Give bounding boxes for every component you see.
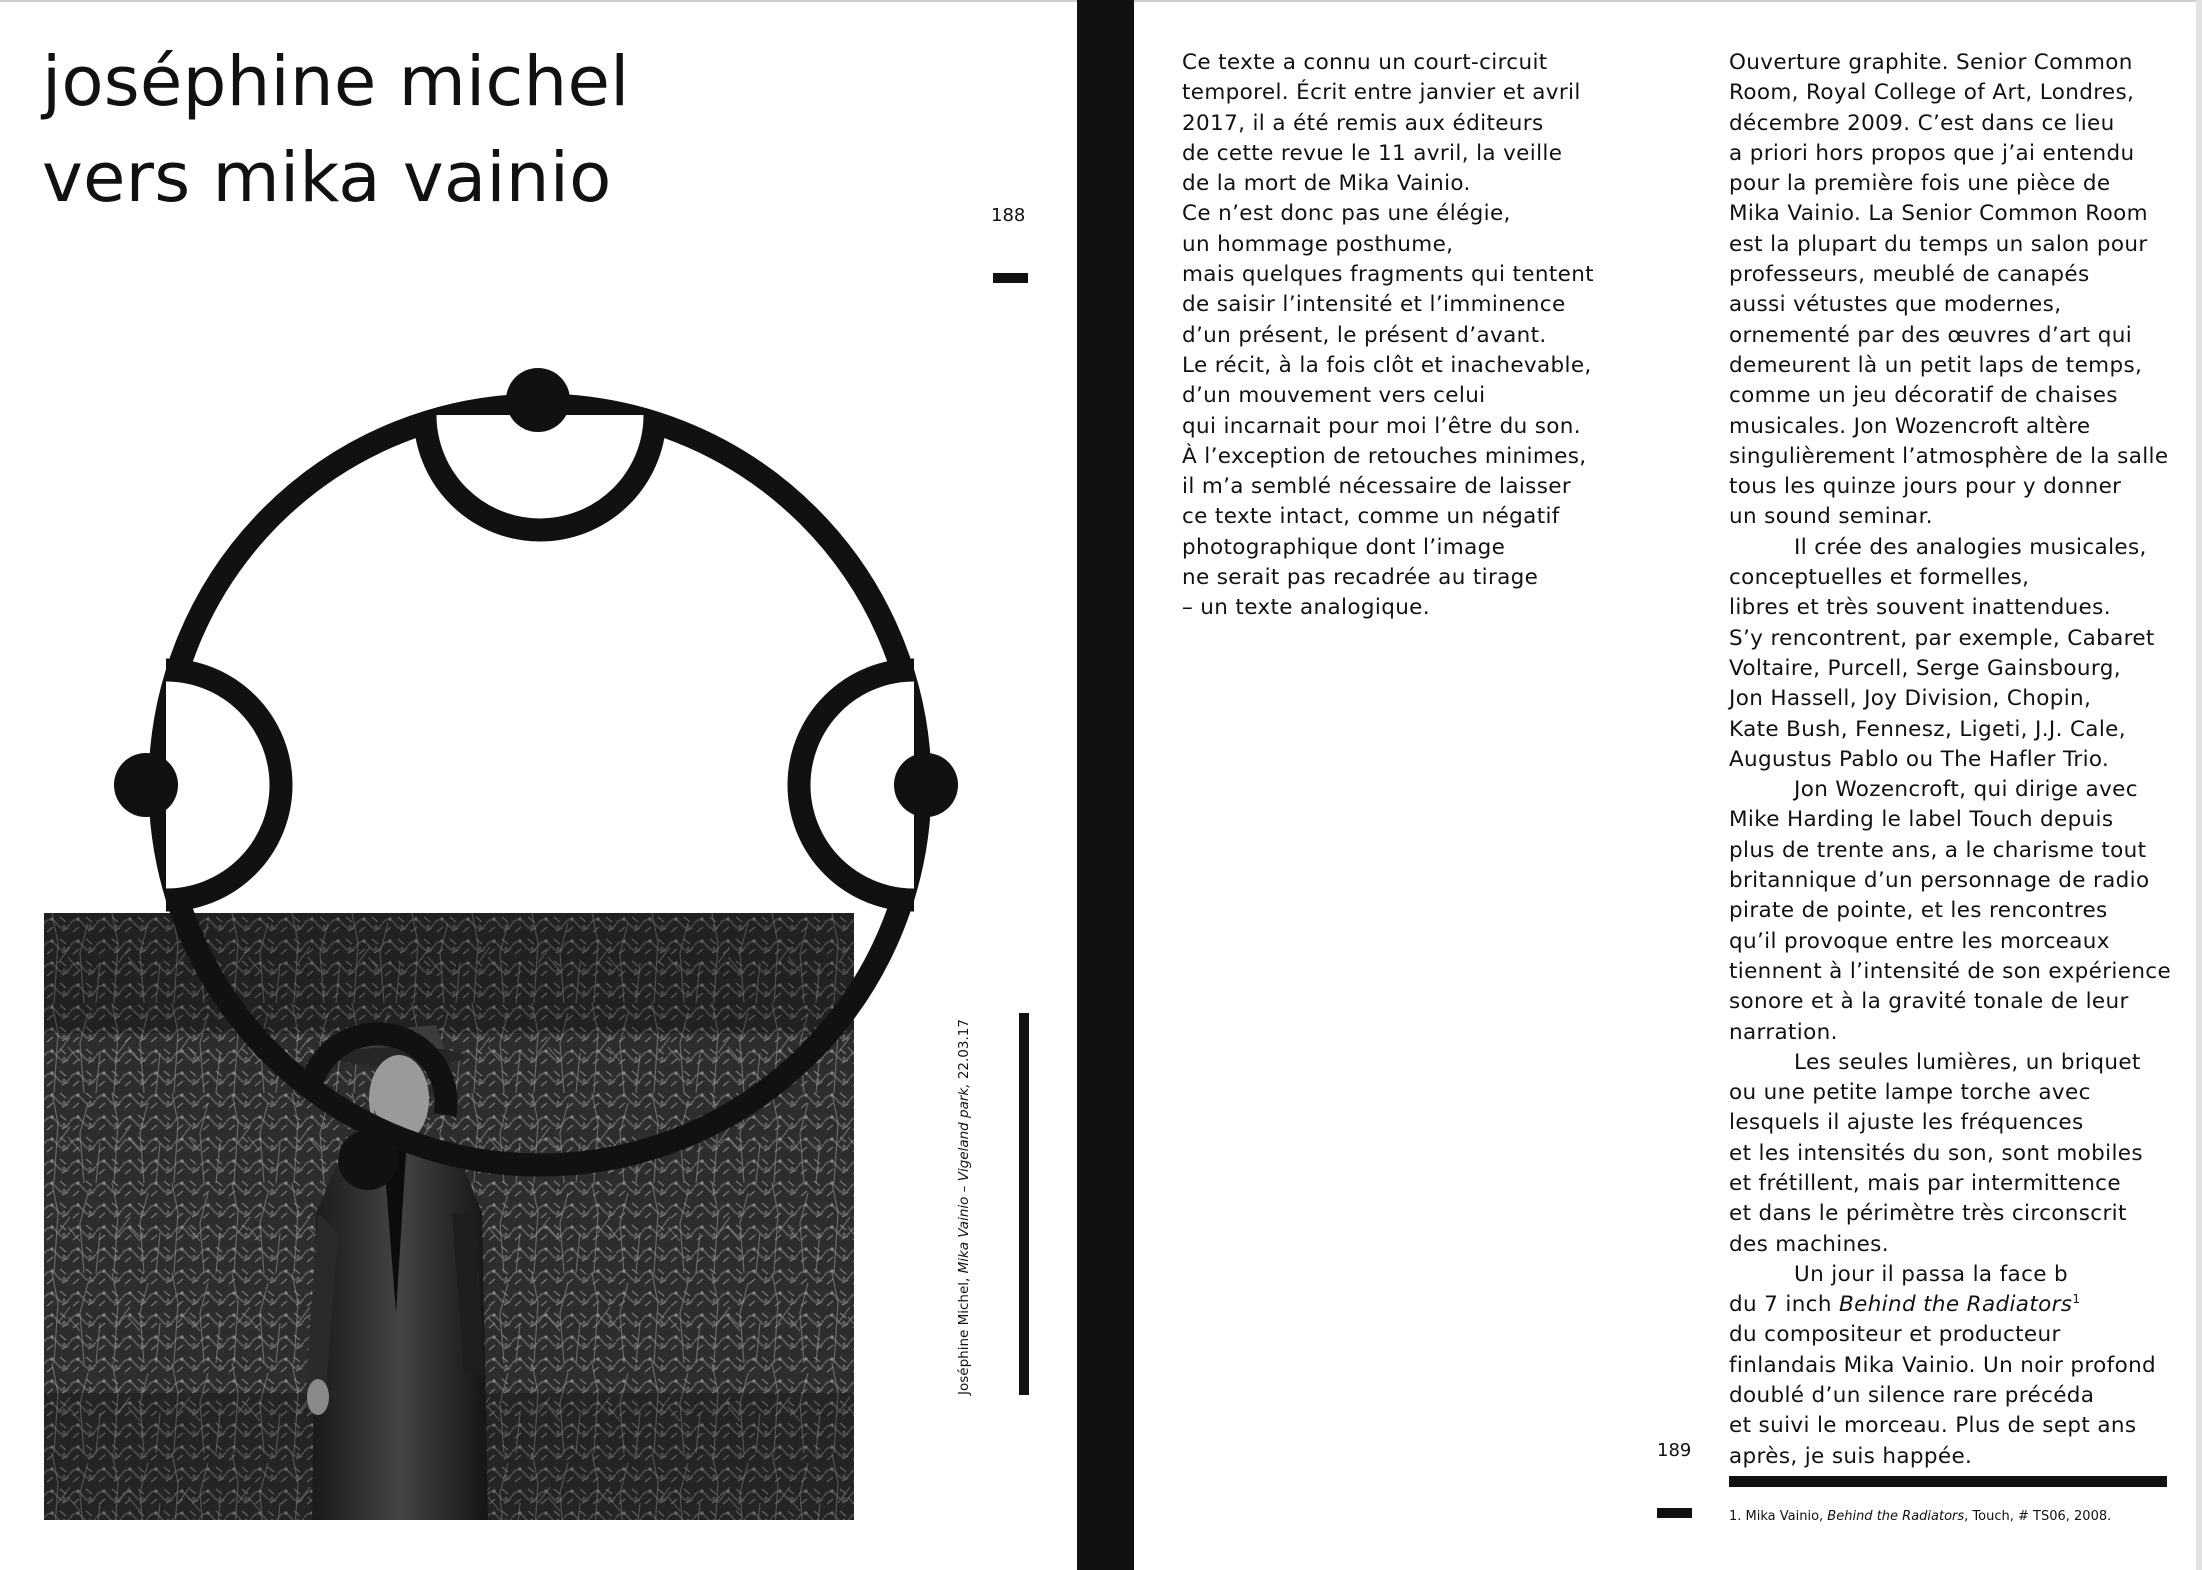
text-line: Ce n’est donc pas une élégie, xyxy=(1182,201,1511,227)
paragraph-5 xyxy=(1729,1260,2169,1472)
paragraph-4 xyxy=(1729,1048,2169,1260)
text-line: décembre 2009. C’est dans ce lieu xyxy=(1729,110,2115,136)
text-line: temporel. Écrit entre janvier et avril xyxy=(1182,80,1581,106)
glyph-right-cup xyxy=(799,670,914,900)
text-line: mais quelques fragments qui tentent xyxy=(1182,262,1594,288)
footnote-title: Behind the Radiators xyxy=(1827,1509,1965,1524)
text-line: comme un jeu décoratif de chaises xyxy=(1729,383,2118,409)
paragraph-3 xyxy=(1729,775,2172,1048)
text-line: conceptuelles et formelles, xyxy=(1729,565,2030,591)
record-title: Behind the Radiators xyxy=(1839,1292,2073,1318)
text-line: après, je suis happée. xyxy=(1729,1443,1973,1469)
text-line: ne serait pas recadrée au tirage xyxy=(1182,565,1539,591)
page-right-edge xyxy=(2196,0,2202,1570)
text-line: Mike Harding le label Touch depuis xyxy=(1729,807,2114,833)
caption-author: Joséphine Michel, xyxy=(956,1277,972,1395)
portrait-photo-image xyxy=(44,913,854,1520)
text-line: aussi vétustes que modernes, xyxy=(1729,292,2062,318)
glyph-left-dot xyxy=(114,753,178,817)
paragraph-2 xyxy=(1729,533,2169,775)
glyph-right-dot xyxy=(894,753,958,817)
text-line: – un texte analogique. xyxy=(1182,595,1430,621)
text-line: demeurent là un petit laps de temps, xyxy=(1729,352,2143,378)
text-line: Voltaire, Purcell, Serge Gainsbourg, xyxy=(1729,655,2121,681)
text-line: sonore et à la gravité tonale de leur xyxy=(1729,989,2129,1015)
text-line: un hommage posthume, xyxy=(1182,231,1454,257)
paragraph-5-rest xyxy=(1729,1320,2169,1471)
text-line: est la plupart du temps un salon pour xyxy=(1729,231,2148,257)
text-line: et frétillent, mais par intermittence xyxy=(1729,1170,2121,1196)
text-line: Un jour il passa la face b xyxy=(1794,1261,2068,1287)
text-line: singulièrement l’atmosphère de la salle xyxy=(1729,443,2169,469)
text-line: ce texte intact, comme un négatif xyxy=(1182,504,1560,530)
text-line: Mika Vainio. La Senior Common Room xyxy=(1729,201,2148,227)
folio-left-marker xyxy=(993,273,1028,283)
text-line: Augustus Pablo ou The Hafler Trio. xyxy=(1729,746,2110,772)
text-line: Jon Hassell, Joy Division, Chopin, xyxy=(1729,686,2092,712)
text-line: du compositeur et producteur xyxy=(1729,1322,2061,1348)
text-line: plus de trente ans, a le charisme tout xyxy=(1729,837,2147,863)
caption-date: 22.03.17 xyxy=(956,1019,972,1080)
text-line: musicales. Jon Wozencroft altère xyxy=(1729,413,2091,439)
text-line: photographique dont l’image xyxy=(1182,534,1506,560)
text-line: doublé d’un silence rare précéda xyxy=(1729,1383,2095,1409)
gutter-black-bar xyxy=(1077,0,1134,1570)
footnote-rest: , Touch, # TS06, 2008. xyxy=(1964,1509,2112,1524)
text-line: britannique d’un personnage de radio xyxy=(1729,868,2150,894)
text-line: S’y rencontrent, par exemple, Cabaret xyxy=(1729,625,2155,651)
text-line: et les intensités du son, sont mobiles xyxy=(1729,1140,2143,1166)
footnote xyxy=(1729,1508,2111,1526)
text-line: un sound seminar. xyxy=(1729,504,1933,530)
article-title xyxy=(42,34,629,226)
text-line: Jon Wozencroft, qui dirige avec xyxy=(1794,777,2138,803)
photo-caption xyxy=(955,1005,973,1395)
text-line: pirate de pointe, et les rencontres xyxy=(1729,898,2108,924)
text-line: des machines. xyxy=(1729,1231,1889,1257)
text-line: 2017, il a été remis aux éditeurs xyxy=(1182,110,1544,136)
text-line: tous les quinze jours pour y donner xyxy=(1729,474,2122,500)
text-line: Ouverture graphite. Senior Common xyxy=(1729,50,2133,75)
text-line: tiennent à l’intensité de son expérience xyxy=(1729,958,2172,984)
caption-work: Mika Vainio – Vigeland park, xyxy=(956,1083,972,1274)
text-line: Kate Bush, Fennesz, Ligeti, J.J. Cale, xyxy=(1729,716,2126,742)
text-line: professeurs, meublé de canapés xyxy=(1729,262,2090,288)
text-line: Ce texte a connu un court-circuit xyxy=(1182,50,1548,75)
text-line: Room, Royal College of Art, Londres, xyxy=(1729,80,2135,106)
text-line: il m’a semblé nécessaire de laisser xyxy=(1182,474,1572,500)
title-line-author: joséphine michel xyxy=(42,42,630,122)
text-line: d’un présent, le présent d’avant. xyxy=(1182,322,1547,348)
folio-left: 188 xyxy=(991,205,1026,226)
text-line: Le récit, à la fois clôt et inachevable, xyxy=(1182,352,1592,378)
text-line: et suivi le morceau. Plus de sept ans xyxy=(1729,1413,2137,1439)
text-line-with-title xyxy=(1729,1290,2169,1320)
text-line: finlandais Mika Vainio. Un noir profond xyxy=(1729,1352,2157,1378)
glyph-left-cup xyxy=(166,670,281,900)
title-line-subject: vers mika vainio xyxy=(42,138,612,218)
text-line: de la mort de Mika Vainio. xyxy=(1182,171,1471,197)
body-column xyxy=(1729,48,2172,1472)
paragraph-1 xyxy=(1729,48,2169,533)
text-line: de saisir l’intensité et l’imminence xyxy=(1182,292,1566,318)
portrait-photo xyxy=(44,913,854,1520)
text-line: qui incarnait pour moi l’être du son. xyxy=(1182,413,1581,439)
text-line: qu’il provoque entre les morceaux xyxy=(1729,928,2110,954)
glyph-top-dot xyxy=(506,368,570,432)
text-line: libres et très souvent inattendues. xyxy=(1729,595,2111,621)
text-line: Il crée des analogies musicales, xyxy=(1794,534,2147,560)
folio-right-marker xyxy=(1657,1508,1692,1518)
text-line: a priori hors propos que j’ai entendu xyxy=(1729,140,2135,166)
text-line: narration. xyxy=(1729,1019,1838,1045)
text-line: d’un mouvement vers celui xyxy=(1182,383,1486,409)
folio-right: 189 xyxy=(1657,1440,1692,1461)
text-fragment: du 7 inch xyxy=(1729,1292,1840,1318)
text-line: de cette revue le 11 avril, la veille xyxy=(1182,140,1563,166)
text-line: Les seules lumières, un briquet xyxy=(1794,1049,2141,1075)
glyph-top-cup xyxy=(425,415,655,530)
footnote-rule xyxy=(1729,1476,2167,1487)
text-line: ou une petite lampe torche avec xyxy=(1729,1080,2091,1106)
text-line: ornementé par des œuvres d’art qui xyxy=(1729,322,2133,348)
intro-column xyxy=(1182,48,1662,624)
text-line: et dans le périmètre très circonscrit xyxy=(1729,1201,2127,1227)
text-line: pour la première fois une pièce de xyxy=(1729,171,2111,197)
footnote-ref: 1 xyxy=(2072,1292,2081,1307)
footnote-prefix: 1. Mika Vainio, xyxy=(1729,1509,1828,1524)
caption-vertical-rule xyxy=(1019,1013,1029,1395)
text-line: À l’exception de retouches minimes, xyxy=(1182,443,1587,469)
text-line: lesquels il ajuste les fréquences xyxy=(1729,1110,2084,1136)
